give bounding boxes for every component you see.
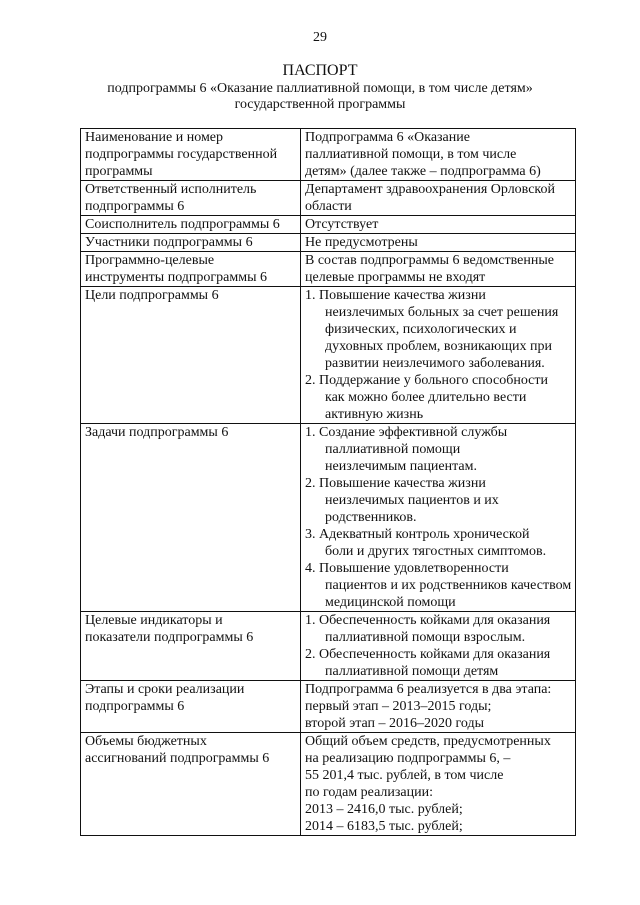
value-line: 3. Адекватный контроль хронической — [305, 527, 530, 542]
value-line: медицинской помощи — [325, 595, 456, 610]
value-line: неизлечимых пациентов и их — [325, 493, 499, 508]
label-line: ассигнований подпрограммы 6 — [85, 751, 270, 766]
row-label-cell — [81, 216, 301, 234]
value-line: Общий объем средств, предусмотренных — [305, 734, 551, 749]
row-label-cell — [81, 424, 301, 612]
value-line: 2. Обеспеченность койками для оказания — [305, 647, 551, 662]
row-label-cell — [81, 252, 301, 287]
row-value-cell — [301, 181, 576, 216]
label-line: Объемы бюджетных — [85, 734, 207, 749]
value-line: 1. Создание эффективной службы — [305, 425, 508, 440]
row-value-cell — [301, 129, 576, 181]
value-line: паллиативной помощи детям — [325, 664, 499, 679]
value-line: Подпрограмма 6 реализуется в два этапа: — [305, 682, 552, 697]
value-line: как можно более длительно вести — [325, 390, 527, 405]
value-line: целевые программы не входят — [305, 270, 486, 285]
label-line: Наименование и номер — [85, 130, 224, 145]
label-line: программы — [85, 164, 153, 179]
value-line: Отсутствует — [305, 217, 379, 232]
value-line: 2014 – 6183,5 тыс. рублей; — [305, 819, 463, 834]
value-line: на реализацию подпрограммы 6, – — [305, 751, 511, 766]
value-line: В состав подпрограммы 6 ведомственные — [305, 253, 554, 268]
value-line: пациентов и их родственников качеством — [325, 578, 572, 593]
passport-table-body — [81, 129, 576, 836]
value-line: по годам реализации: — [305, 785, 433, 800]
label-line: Соисполнитель подпрограммы 6 — [85, 217, 280, 232]
row-value-cell — [301, 234, 576, 252]
value-line: 1. Обеспеченность койками для оказания — [305, 613, 551, 628]
value-line: 55 201,4 тыс. рублей, в том числе — [305, 768, 504, 783]
heading-subtitle-2: государственной программы — [234, 97, 406, 112]
table-row — [81, 234, 576, 252]
label-line: Цели подпрограммы 6 — [85, 288, 219, 303]
table-row — [81, 612, 576, 681]
label-line: Участники подпрограммы 6 — [85, 235, 253, 250]
value-line: неизлечимым пациентам. — [325, 459, 477, 474]
table-row — [81, 424, 576, 612]
table-row — [81, 681, 576, 733]
table-row — [81, 181, 576, 216]
value-line: развитии неизлечимого заболевания. — [325, 356, 545, 371]
value-line: родственников. — [325, 510, 417, 525]
value-line: боли и других тягостных симптомов. — [325, 544, 547, 559]
value-line: Департамент здравоохранения Орловской — [305, 182, 556, 197]
table-row — [81, 733, 576, 836]
value-line: паллиативной помощи — [325, 442, 461, 457]
value-line: Подпрограмма 6 «Оказание — [305, 130, 470, 145]
value-line: детям» (далее также – подпрограмма 6) — [305, 164, 541, 179]
label-line: подпрограммы 6 — [85, 699, 185, 714]
row-label-cell — [81, 129, 301, 181]
label-line: Задачи подпрограммы 6 — [85, 425, 229, 440]
passport-table — [80, 128, 576, 836]
value-line: активную жизнь — [325, 407, 424, 422]
label-line: Программно-целевые — [85, 253, 215, 268]
value-line: паллиативной помощи взрослым. — [325, 630, 526, 645]
row-label-cell — [81, 733, 301, 836]
row-value-cell — [301, 287, 576, 424]
row-value-cell — [301, 733, 576, 836]
value-line: 1. Повышение качества жизни — [305, 288, 486, 303]
value-line: духовных проблем, возникающих при — [325, 339, 552, 354]
label-line: Целевые индикаторы и — [85, 613, 223, 628]
page-number: 29 — [313, 30, 327, 45]
document-heading — [0, 61, 640, 113]
row-label-cell — [81, 181, 301, 216]
row-value-cell — [301, 681, 576, 733]
value-line: физических, психологических и — [325, 322, 517, 337]
row-value-cell — [301, 216, 576, 234]
label-line: подпрограммы государственной — [85, 147, 278, 162]
passport-title: ПАСПОРТ — [282, 62, 358, 79]
row-value-cell — [301, 424, 576, 612]
heading-subtitle: подпрограммы 6 «Оказание паллиативной помощи, в том числе детям» — [107, 81, 533, 96]
table-row — [81, 129, 576, 181]
value-line: 2. Повышение качества жизни — [305, 476, 486, 491]
row-value-cell — [301, 612, 576, 681]
table-row — [81, 287, 576, 424]
value-line: паллиативной помощи, в том числе — [305, 147, 517, 162]
table-row — [81, 252, 576, 287]
row-label-cell — [81, 234, 301, 252]
row-label-cell — [81, 681, 301, 733]
table-row — [81, 216, 576, 234]
value-line: 4. Повышение удовлетворенности — [305, 561, 509, 576]
value-line: первый этап – 2013–2015 годы; — [305, 699, 492, 714]
label-line: инструменты подпрограммы 6 — [85, 270, 267, 285]
value-line: 2013 – 2416,0 тыс. рублей; — [305, 802, 463, 817]
row-label-cell — [81, 287, 301, 424]
label-line: показатели подпрограммы 6 — [85, 630, 254, 645]
value-line: неизлечимых больных за счет решения — [325, 305, 559, 320]
row-value-cell — [301, 252, 576, 287]
value-line: второй этап – 2016–2020 годы — [305, 716, 485, 731]
label-line: Ответственный исполнитель — [85, 182, 257, 197]
label-line: Этапы и сроки реализации — [85, 682, 245, 697]
value-line: области — [305, 199, 352, 214]
value-line: Не предусмотрены — [305, 235, 418, 250]
value-line: 2. Поддержание у больного способности — [305, 373, 549, 388]
label-line: подпрограммы 6 — [85, 199, 185, 214]
row-label-cell — [81, 612, 301, 681]
